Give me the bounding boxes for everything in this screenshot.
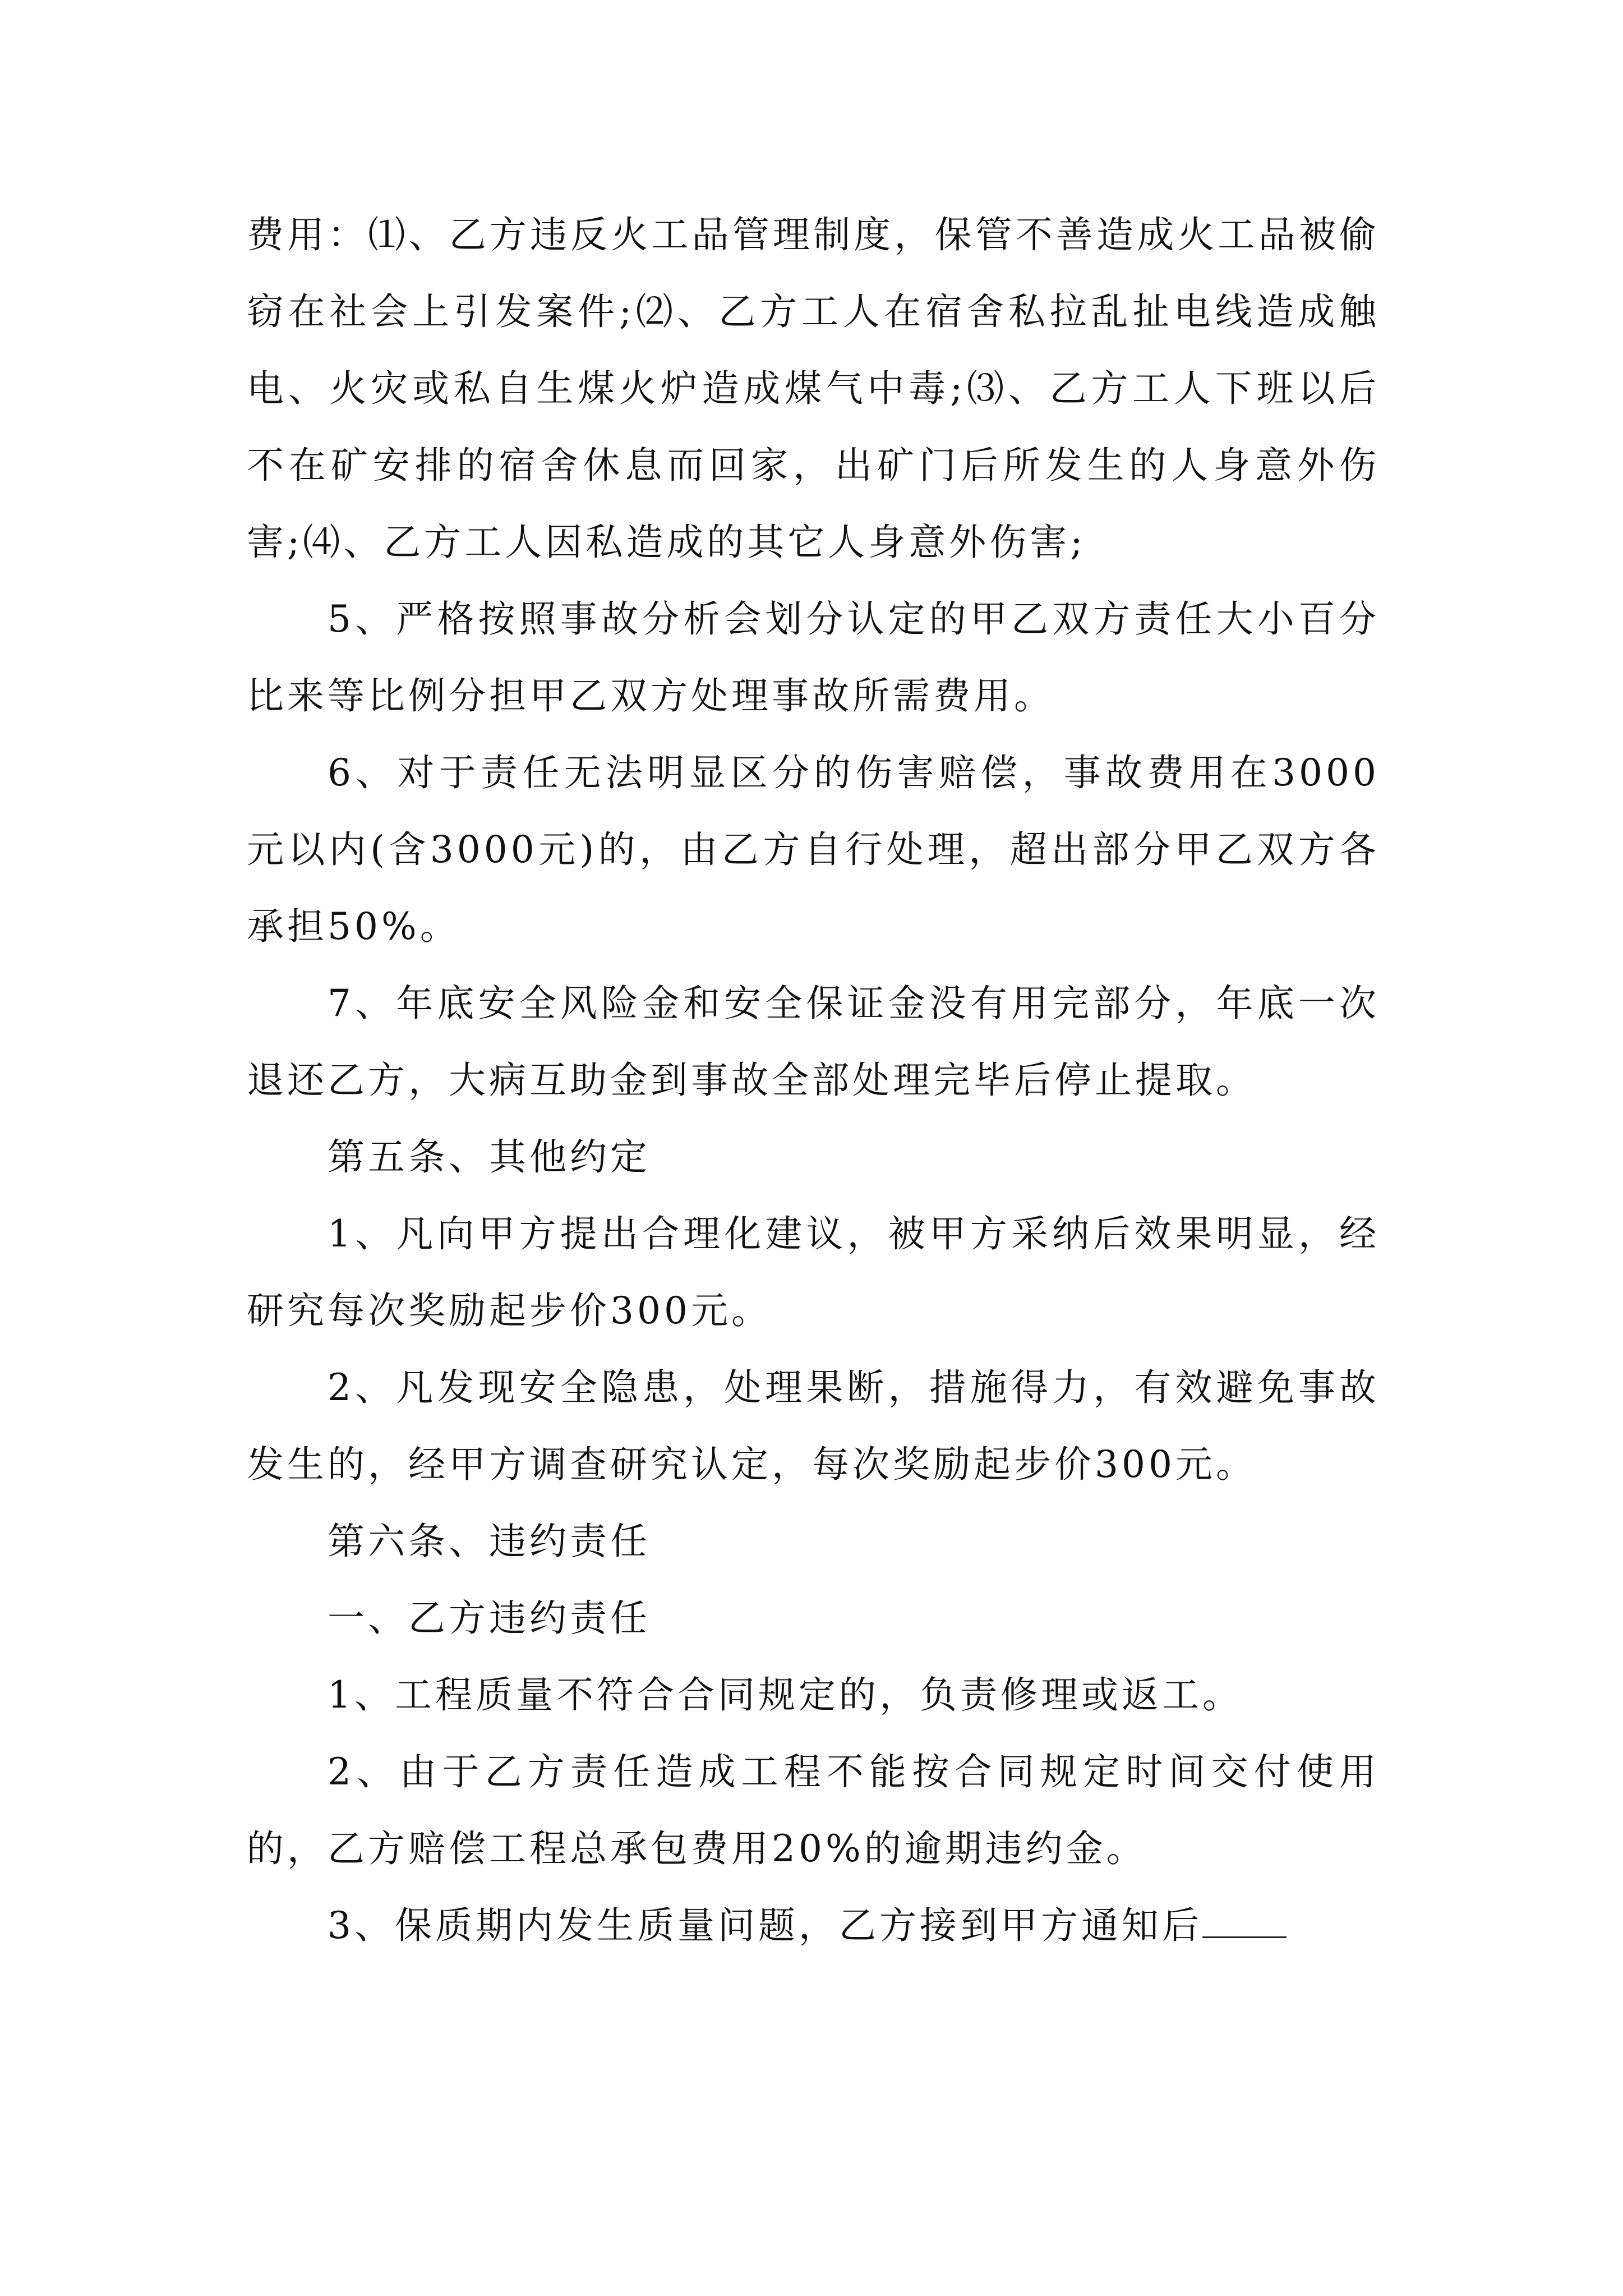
contract-text-body <box>247 196 1380 1964</box>
paragraph-article-6-item-3-text: 3、保质期内发生质量问题，乙方接到甲方通知后 <box>328 1904 1202 1947</box>
paragraph-article-6-item-1: 1、工程质量不符合合同规定的，负责修理或返工。 <box>328 1673 1243 1717</box>
paragraph-clause-6: 6、对于责任无法明显区分的伤害赔偿，事故费用在3000元以内(含3000元)的，由乙方自行处理，超出部分甲乙双方各承担50%。 <box>247 751 1380 948</box>
fill-in-blank <box>1202 1903 1287 1938</box>
section-heading-article-6: 第六条、违约责任 <box>328 1520 651 1563</box>
paragraph-article-5-item-2: 2、凡发现安全隐患，处理果断，措施得力，有效避免事故发生的，经甲方调查研究认定，每次奖励起步价300元。 <box>247 1366 1380 1486</box>
paragraph-article-5-item-1: 1、凡向甲方提出合理化建议，被甲方采纳后效果明显，经研究每次奖励起步价300元。 <box>247 1212 1380 1332</box>
subheading-party-b-liability: 一、乙方违约责任 <box>328 1596 651 1640</box>
paragraph-liability-exclusions: 费用：⑴、乙方违反火工品管理制度，保管不善造成火工品被偷窃在社会上引发案件;⑵、乙方工人在宿舍私拉乱扯电线造成触电、火灾或私自生煤火炉造成煤气中毒;⑶、乙方工人下班以后不在矿安排的宿舍休息而回家，出矿门后所发生的人身意外伤害;⑷、乙方工人因私造成的其它人身意外伤害; <box>247 213 1380 564</box>
paragraph-clause-5: 5、严格按照事故分析会划分认定的甲乙双方责任大小百分比来等比例分担甲乙双方处理事故所需费用。 <box>247 597 1380 717</box>
paragraph-article-6-item-2: 2、由于乙方责任造成工程不能按合同规定时间交付使用的，乙方赔偿工程总承包费用20%的逾期违约金。 <box>247 1750 1380 1870</box>
paragraph-clause-7: 7、年底安全风险金和安全保证金没有用完部分，年底一次退还乙方，大病互助金到事故全部处理完毕后停止提取。 <box>247 982 1380 1102</box>
section-heading-article-5: 第五条、其他约定 <box>328 1135 651 1179</box>
paragraph-article-6-item-3 <box>247 1887 1380 1964</box>
